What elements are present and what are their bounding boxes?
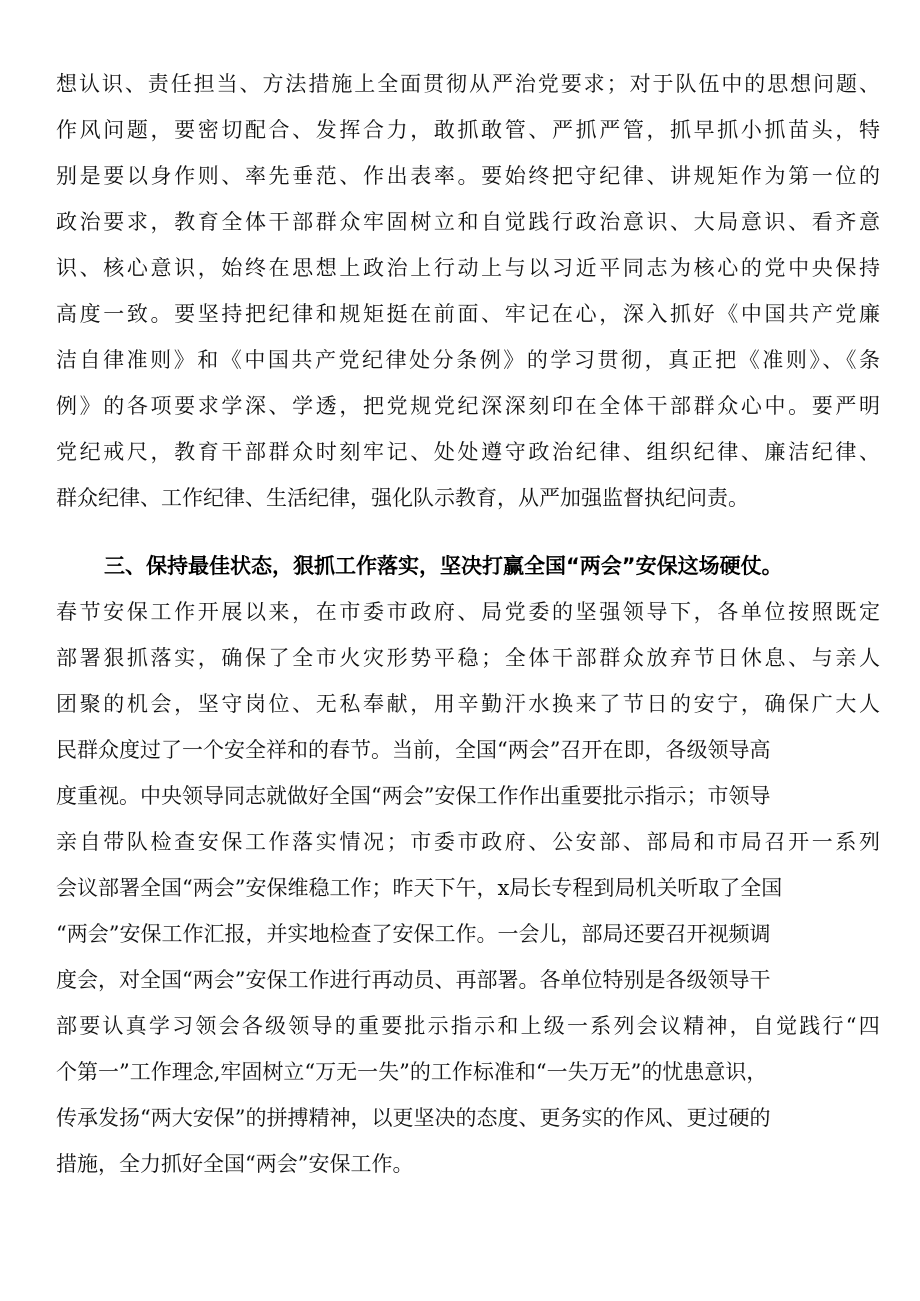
text-line: 度会，对全国“两会”安保工作进行再动员、再部署。各单位特别是各级领导干: [56, 968, 771, 992]
text-line: “两会”安保工作汇报，并实地检查了安保工作。一会儿，部局还要召开视频调: [56, 922, 771, 946]
text-line: 措施，全力抓好全国“两会”安保工作。: [56, 1152, 414, 1176]
text-line: 别是要以身作则、率先垂范、作出表率。要始终把守纪律、讲规矩作为第一位的: [56, 164, 883, 188]
text-line: 亲自带队检查安保工作落实情况；市委市政府、公安部、部局和市局召开一系列: [56, 830, 883, 854]
text-line: 团聚的机会，坚守岗位、无私奉献，用辛勤汗水换来了节日的安宁，确保广大人: [56, 692, 883, 716]
text-line: 部署狠抓落实，确保了全市火灾形势平稳；全体干部群众放弃节日休息、与亲人: [56, 646, 883, 670]
text-line: 会议部署全国“两会”安保维稳工作；昨天下午，x局长专程到局机关听取了全国: [56, 876, 783, 900]
text-line: 政治要求，教育全体干部群众牢固树立和自觉践行政治意识、大局意识、看齐意: [56, 210, 883, 234]
text-line: 民群众度过了一个安全祥和的春节。当前，全国“两会”召开在即，各级领导高: [56, 738, 771, 762]
section-heading: 三、保持最佳状态，狠抓工作落实，坚决打赢全国“两会”安保这场硬仗。: [104, 554, 783, 578]
text-line: 个第一”工作理念,牢固树立“万无一失”的工作标准和“一失万无”的忧患意识，: [56, 1060, 768, 1084]
text-line: 党纪戒尺，教育干部群众时刻牢记、处处遵守政治纪律、组织纪律、廉洁纪律、: [56, 440, 883, 464]
text-line: 春节安保工作开展以来，在市委市政府、局党委的坚强领导下，各单位按照既定: [56, 600, 883, 624]
text-line: 高度一致。要坚持把纪律和规矩挺在前面、牢记在心，深入抓好《中国共产党廉: [56, 302, 883, 326]
text-line: 度重视。中央领导同志就做好全国“两会”安保工作作出重要批示指示；市领导: [56, 784, 771, 808]
text-line: 洁自律准则》和《中国共产党纪律处分条例》的学习贯彻，真正把《准则》、《条: [56, 348, 883, 372]
text-line: 例》的各项要求学深、学透，把党规党纪深深刻印在全体干部群众心中。要严明: [56, 394, 883, 418]
text-line: 作风问题，要密切配合、发挥合力，敢抓敢管、严抓严管，抓早抓小抓苗头，特: [56, 118, 883, 142]
text-line: 想认识、责任担当、方法措施上全面贯彻从严治党要求；对于队伍中的思想问题、: [56, 72, 882, 96]
text-line: 群众纪律、工作纪律、生活纪律，强化队示教育，从严加强监督执纪问责。: [56, 486, 749, 510]
text-line: 部要认真学习领会各级领导的重要批示指示和上级一系列会议精神，自觉践行“四: [56, 1014, 882, 1038]
text-line: 识、核心意识，始终在思想上政治上行动上与以习近平同志为核心的党中央保持: [56, 256, 883, 280]
text-line: 传承发扬“两大安保”的拼搏精神，以更坚决的态度、更务实的作风、更过硬的: [56, 1106, 771, 1130]
